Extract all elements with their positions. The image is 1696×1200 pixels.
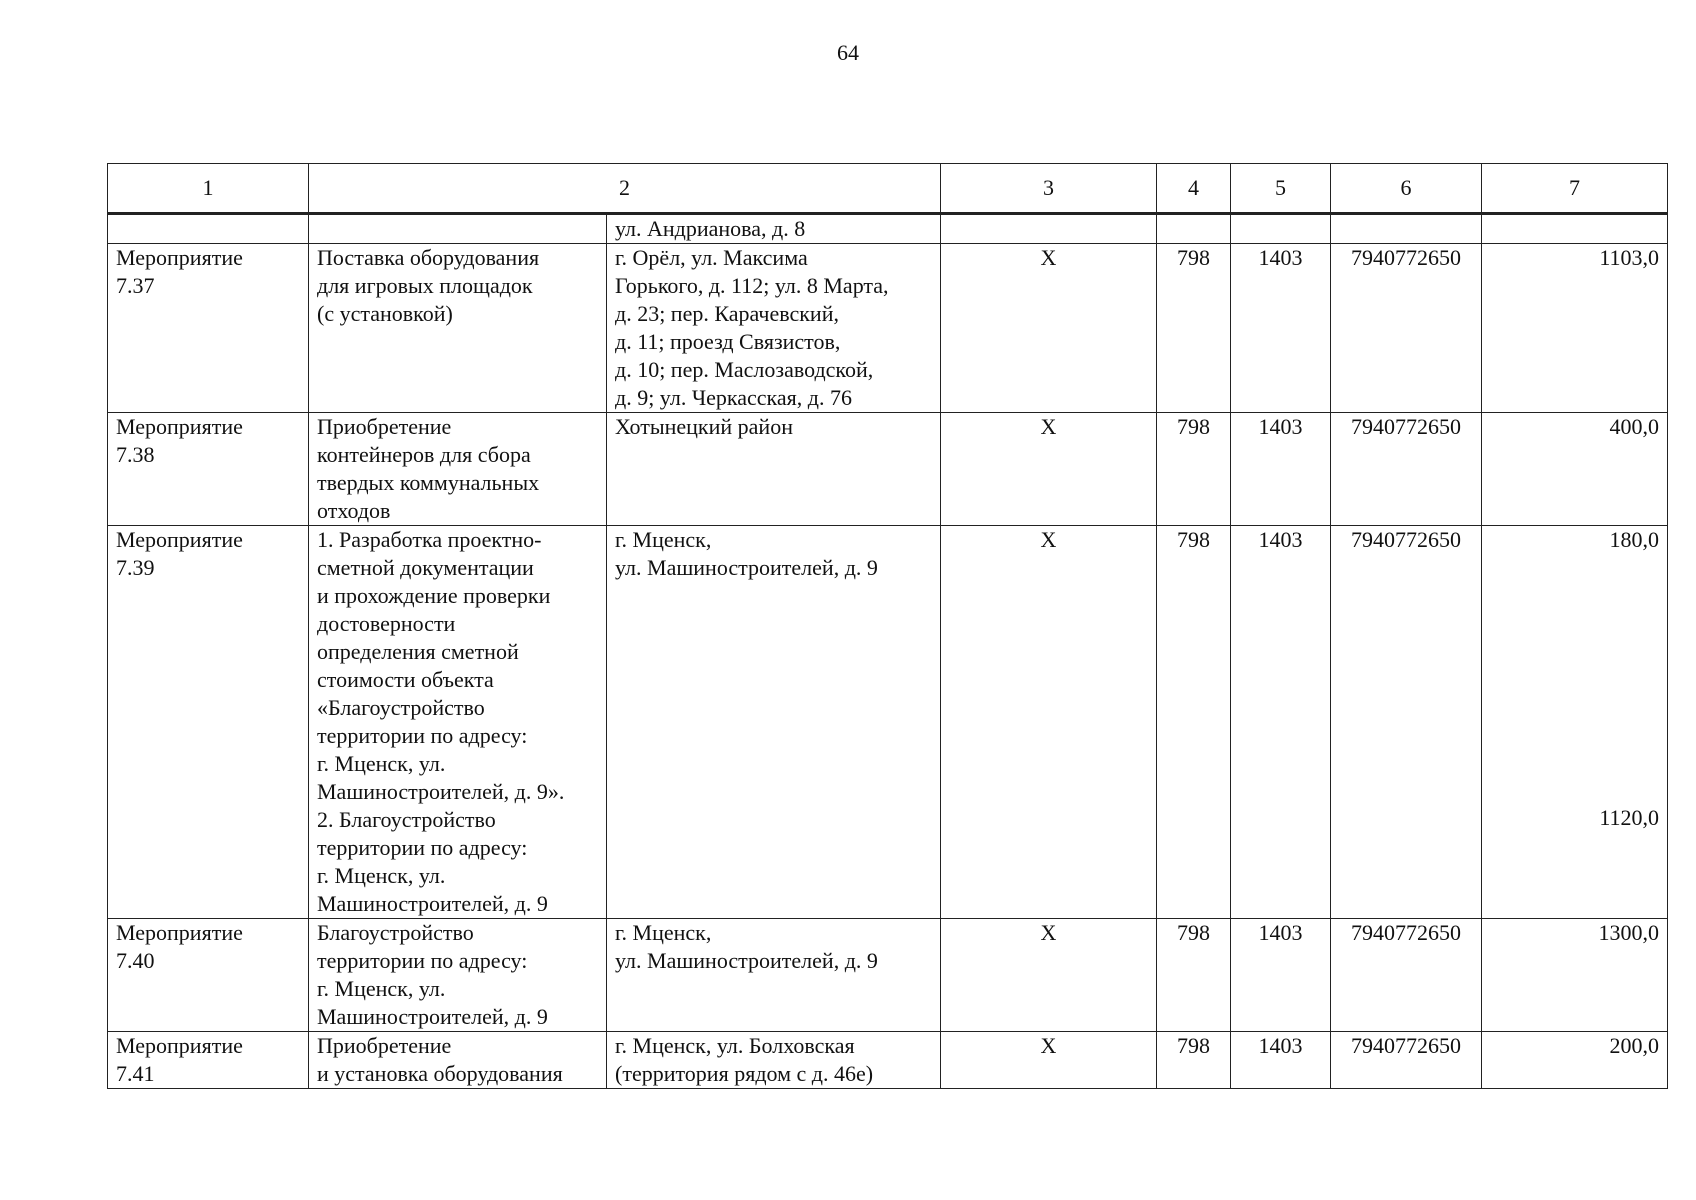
cell-col6: 7940772650 [1331, 244, 1482, 413]
cell-col4: 798 [1157, 1032, 1231, 1089]
header-col-1: 1 [108, 164, 309, 214]
cell-address: г. Мценск, ул. Болховская (территория рядом с д. 46е) [607, 1032, 941, 1089]
cell-col5: 1403 [1231, 526, 1331, 919]
cell-col7-first-value: 180,0 [1609, 527, 1659, 552]
cell-col7 [1482, 526, 1668, 919]
cell-address: Хотынецкий район [607, 413, 941, 526]
cell-name [309, 214, 607, 244]
cell-name: Благоустройство территории по адресу: г. Мценск, ул. Машиностроителей, д. 9 [309, 919, 607, 1032]
cell-col3: Х [941, 526, 1157, 919]
cell-event: Мероприятие 7.41 [108, 1032, 309, 1089]
cell-col6: 7940772650 [1331, 413, 1482, 526]
cell-col3: Х [941, 413, 1157, 526]
cell-col3: Х [941, 1032, 1157, 1089]
table-row [108, 1032, 1668, 1089]
cell-col3: Х [941, 244, 1157, 413]
cell-col7: 1103,0 [1482, 244, 1668, 413]
cell-col4: 798 [1157, 919, 1231, 1032]
cell-col7 [1482, 214, 1668, 244]
table-row [108, 244, 1668, 413]
cell-col3 [941, 214, 1157, 244]
cell-col5: 1403 [1231, 413, 1331, 526]
cell-col6: 7940772650 [1331, 526, 1482, 919]
cell-address: ул. Андрианова, д. 8 [607, 214, 941, 244]
cell-col4: 798 [1157, 526, 1231, 919]
header-col-3: 3 [941, 164, 1157, 214]
cell-col7: 200,0 [1482, 1032, 1668, 1089]
continuation-row [108, 214, 1668, 244]
cell-col5: 1403 [1231, 919, 1331, 1032]
cell-name: Приобретение и установка оборудования [309, 1032, 607, 1089]
cell-col3: Х [941, 919, 1157, 1032]
header-col-4: 4 [1157, 164, 1231, 214]
cell-col6: 7940772650 [1331, 1032, 1482, 1089]
cell-col7-second-value: 1120,0 [1599, 805, 1659, 830]
cell-event: Мероприятие 7.37 [108, 244, 309, 413]
cell-address: г. Мценск, ул. Машиностроителей, д. 9 [607, 526, 941, 919]
cell-name: Поставка оборудования для игровых площадок (с установкой) [309, 244, 607, 413]
header-col-7: 7 [1482, 164, 1668, 214]
cell-col6: 7940772650 [1331, 919, 1482, 1032]
header-col-6: 6 [1331, 164, 1482, 214]
table-row [108, 919, 1668, 1032]
header-row [108, 164, 1668, 214]
table-row [108, 413, 1668, 526]
header-col-2: 2 [309, 164, 941, 214]
page-number: 64 [837, 40, 859, 65]
cell-address: г. Орёл, ул. Максима Горького, д. 112; ул. 8 Марта, д. 23; пер. Карачевский, д. 11; проезд Связистов, д. 10; пер. Маслозаводской, д. 9; ул. Черкасская, д. 76 [607, 244, 941, 413]
cell-event: Мероприятие 7.40 [108, 919, 309, 1032]
cell-col6 [1331, 214, 1482, 244]
cell-event [108, 214, 309, 244]
table-row [108, 526, 1668, 919]
cell-name: Приобретение контейнеров для сбора твердых коммунальных отходов [309, 413, 607, 526]
cell-col7: 1300,0 [1482, 919, 1668, 1032]
cell-col5: 1403 [1231, 1032, 1331, 1089]
cell-col4 [1157, 214, 1231, 244]
cell-name: 1. Разработка проектно- сметной документации и прохождение проверки достоверности определения сметной стоимости объекта «Благоустройство территории по адресу: г. Мценск, ул. Машиностроителей, д. 9». 2. Благоустройство территории по адресу: г. Мценск, ул. Машиностроителей, д. 9 [309, 526, 607, 919]
cell-col4: 798 [1157, 244, 1231, 413]
cell-col4: 798 [1157, 413, 1231, 526]
budget-table [107, 163, 1668, 1089]
header-col-5: 5 [1231, 164, 1331, 214]
cell-col5: 1403 [1231, 244, 1331, 413]
cell-event: Мероприятие 7.39 [108, 526, 309, 919]
cell-event: Мероприятие 7.38 [108, 413, 309, 526]
cell-col7: 400,0 [1482, 413, 1668, 526]
cell-col5 [1231, 214, 1331, 244]
cell-address: г. Мценск, ул. Машиностроителей, д. 9 [607, 919, 941, 1032]
